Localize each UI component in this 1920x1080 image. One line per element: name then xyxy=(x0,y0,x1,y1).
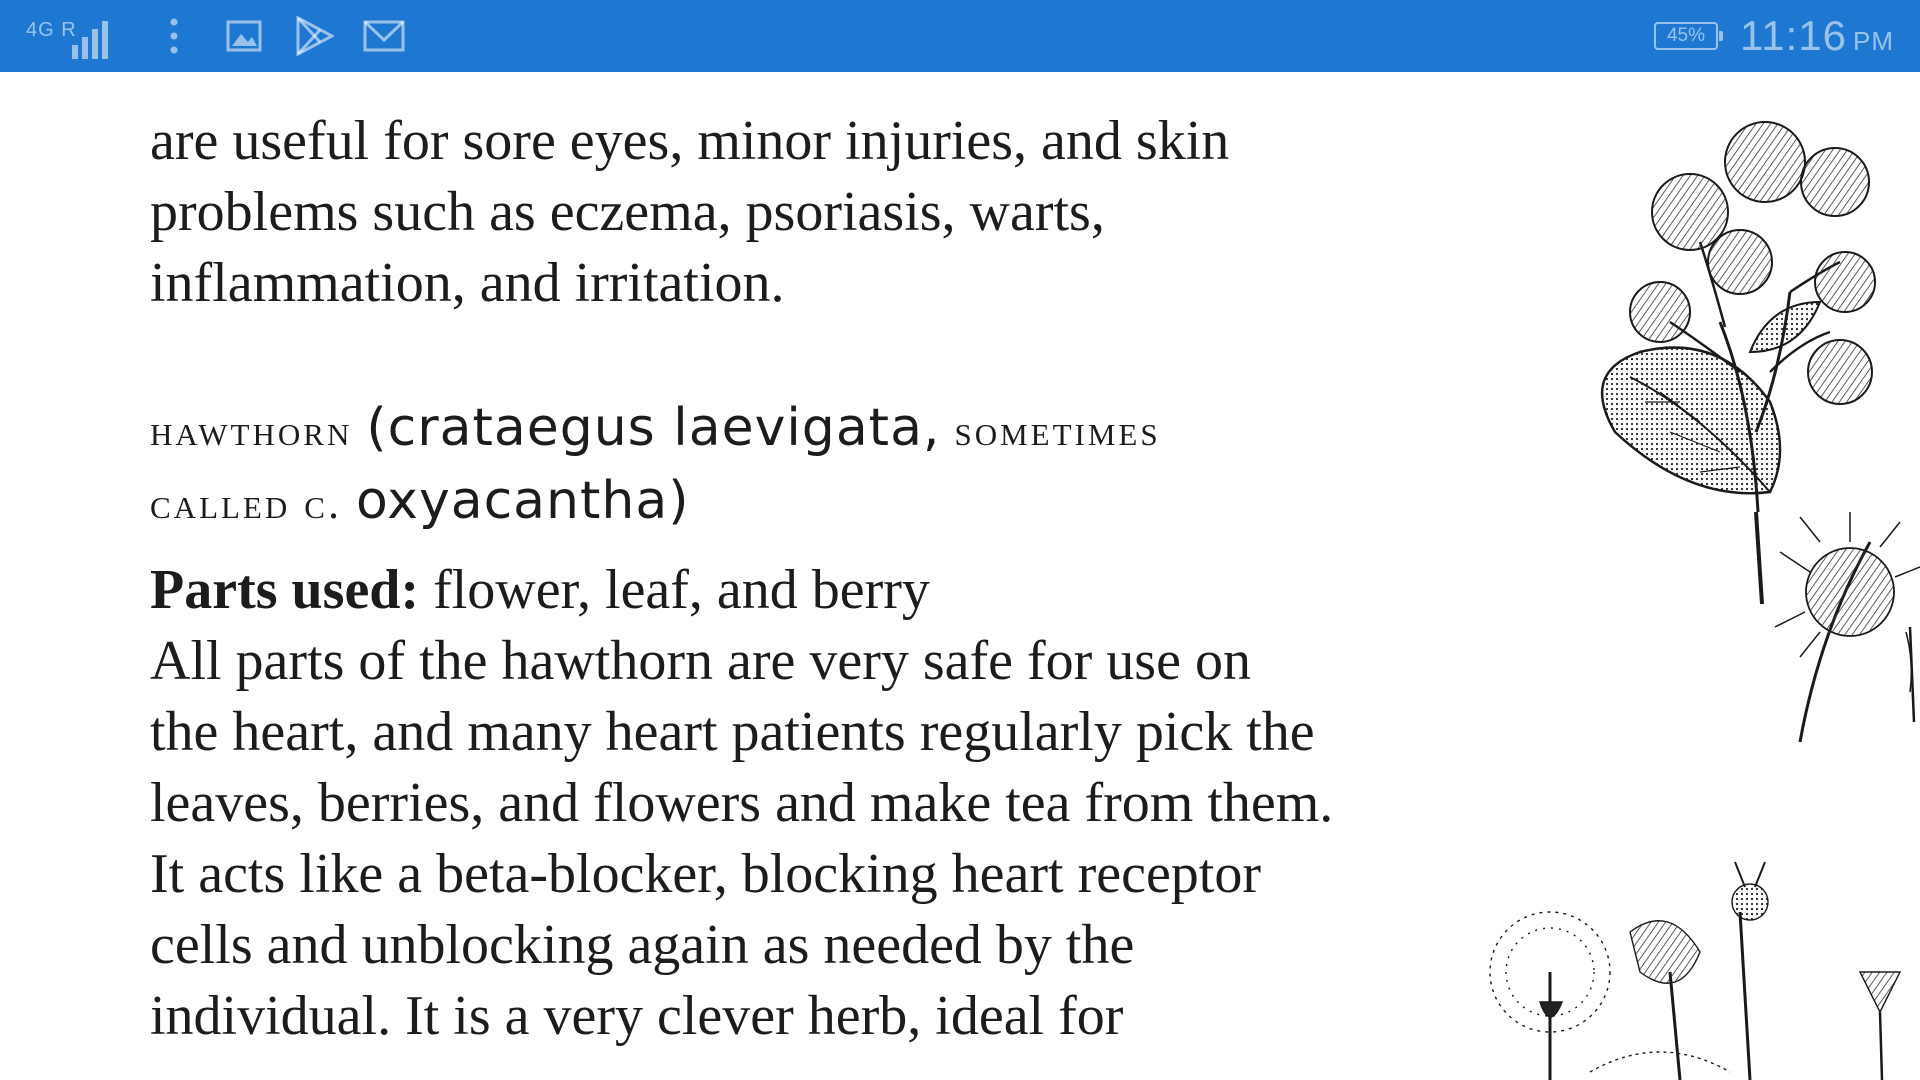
text-line: inflammation, and irritation. xyxy=(150,252,785,314)
herb-latin-name: (crataegus laevigata, xyxy=(366,398,941,458)
text-line: leaves, berries, and flowers and make tea from them. xyxy=(150,772,1334,834)
signal-icon xyxy=(26,11,126,61)
heading-word: c. xyxy=(304,479,342,528)
thistle-drawing xyxy=(1775,512,1920,742)
parts-used-label: Parts used: xyxy=(150,559,420,621)
dandelion-drawing xyxy=(1490,862,1900,1080)
herb-heading xyxy=(150,393,1410,539)
text-line: problems such as eczema, psoriasis, warts, xyxy=(150,181,1105,243)
text-line: the heart, and many heart patients regularly pick the xyxy=(150,701,1315,763)
status-left xyxy=(26,0,406,72)
clock-ampm: PM xyxy=(1853,26,1894,56)
page-text xyxy=(150,106,1410,1052)
parts-used-value: flower, leaf, and berry xyxy=(419,559,930,621)
clock-time: 11:16 xyxy=(1740,12,1847,59)
parts-used xyxy=(150,555,1410,626)
status-bar xyxy=(0,0,1920,72)
battery-level: 45% xyxy=(1666,25,1706,46)
ebook-page[interactable] xyxy=(0,72,1920,1080)
text-line: are useful for sore eyes, minor injuries, and skin xyxy=(150,110,1230,172)
status-right xyxy=(1654,0,1894,72)
battery-icon xyxy=(1654,22,1718,50)
burdock-drawing xyxy=(1602,122,1875,604)
heading-word: sometimes xyxy=(954,406,1161,455)
botanical-illustration xyxy=(1440,72,1920,1080)
herb-latin-synonym: oxyacantha) xyxy=(355,471,690,531)
paragraph-intro xyxy=(150,106,1410,319)
text-line: cells and unblocking again as needed by the xyxy=(150,914,1135,976)
paragraph-body xyxy=(150,626,1410,1052)
herb-common-name: hawthorn xyxy=(150,406,353,455)
network-type: 4G R xyxy=(26,19,77,41)
clock xyxy=(1740,12,1894,60)
text-line: It acts like a beta-blocker, blocking heart receptor xyxy=(150,843,1262,905)
gmail-icon xyxy=(362,14,406,58)
text-line: All parts of the hawthorn are very safe for use on xyxy=(150,630,1251,692)
more-vert-icon xyxy=(152,14,196,58)
heading-word: called xyxy=(150,479,291,528)
play-store-icon xyxy=(292,14,336,58)
image-icon xyxy=(222,14,266,58)
text-line: individual. It is a very clever herb, ideal for xyxy=(150,985,1124,1047)
